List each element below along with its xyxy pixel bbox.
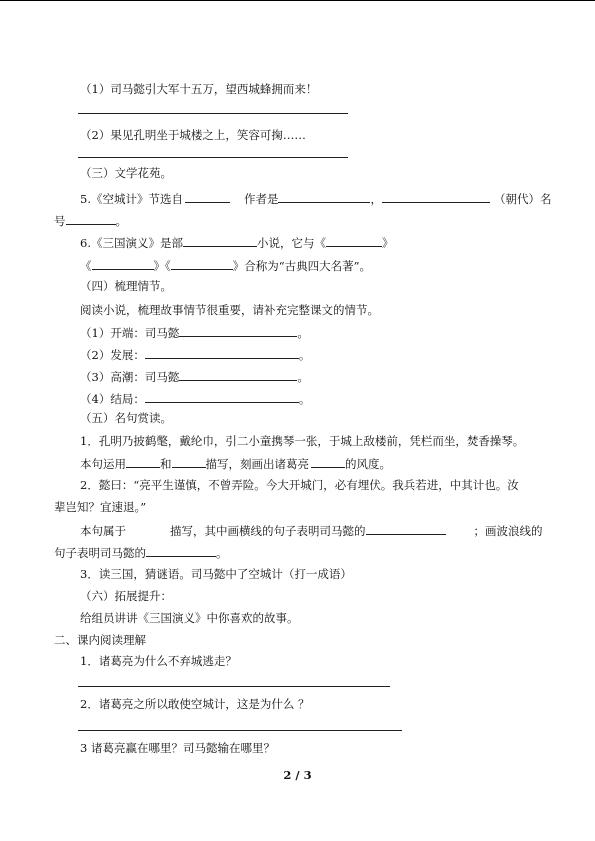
blank-field[interactable]: [171, 258, 233, 270]
quote-2: 2．懿曰：“亮平生谨慎，不曾弄险。今大开城门，必有埋伏。我兵若进，中其计也。汝: [80, 478, 519, 492]
question-5: [80, 191, 551, 206]
quote-2-question-cont: [54, 545, 228, 560]
blank-field[interactable]: [183, 235, 257, 247]
section-5-heading: （五）名句赏读。: [80, 411, 172, 425]
quote-2-cont: 辈岂知？宜速退。”: [54, 500, 147, 514]
q5-text: ，: [370, 192, 382, 206]
q-text: 。: [216, 546, 228, 560]
blank-field[interactable]: [172, 456, 206, 468]
q6-text: 小说，它与《: [256, 236, 326, 250]
answer-line[interactable]: [78, 686, 390, 687]
blank-field[interactable]: [145, 391, 299, 403]
blank-field[interactable]: [311, 456, 345, 468]
question-6-cont: [80, 258, 371, 273]
period: 。: [297, 326, 309, 340]
reading-question-1: 1．诸葛亮为什么不弃城逃走？: [80, 654, 237, 668]
period: 。: [298, 392, 311, 406]
blank-field[interactable]: [145, 347, 299, 359]
top-border: [0, 0, 595, 1]
sentence-1: （1）司马懿引大军十五万，望西城蜂拥而来！: [80, 82, 318, 96]
q5-text: 5.《空城计》节选自: [80, 192, 183, 206]
plot-label: （3）高潮：司马懿: [80, 370, 180, 384]
plot-climax: [80, 369, 309, 384]
question-5-cont: [54, 213, 127, 228]
extension-task: 给组员讲讲《三国演义》中你喜欢的故事。: [80, 611, 299, 625]
riddle-question: 3．读三国，猜谜语。司马懿中了空城计（打一成语）: [80, 567, 352, 581]
q6-text: 6.《三国演义》是部: [80, 236, 183, 250]
blank-field[interactable]: [179, 369, 297, 381]
reading-question-3: 3 诸葛亮赢在哪里？司马懿输在哪里？: [80, 741, 275, 755]
blank-field[interactable]: [278, 191, 370, 203]
period: 。: [297, 370, 309, 384]
q6-text: 》: [381, 236, 394, 250]
q5-text: 号: [54, 214, 66, 228]
quote-1: 1．孔明乃披鹤氅，戴纶巾，引二小童携琴一张，于城上敌楼前，凭栏而坐，焚香操琴。: [80, 434, 525, 448]
period: 。: [298, 348, 311, 362]
plot-ending: [80, 391, 310, 406]
section-6-heading: （六）拓展提升：: [80, 589, 172, 603]
plot-label: （2）发展：: [80, 348, 145, 362]
blank-field[interactable]: [366, 523, 446, 535]
q-text: 本句属于: [80, 524, 126, 538]
answer-line[interactable]: [78, 113, 348, 114]
q5-text: 作者是: [243, 192, 279, 206]
q-text: ；画波浪线的: [473, 524, 543, 538]
plot-development: [80, 347, 310, 362]
reading-question-2: 2．诸葛亮之所以敢使空城计，这是为什么 ？: [80, 697, 310, 711]
section-2-heading: 二、课内阅读理解: [54, 633, 146, 647]
q-text: 和: [160, 457, 172, 471]
q6-text: 》合称为“古典四大名著”。: [232, 259, 372, 273]
instruction: 阅读小说，梳理故事情节很重要，请补充完整课文的情节。: [80, 303, 379, 317]
quote-1-question: [80, 456, 391, 471]
page-number: 2 / 3: [283, 768, 312, 782]
q-text: 本句运用: [80, 457, 126, 471]
q-text: 描写，其中画横线的句子表明司马懿的: [170, 524, 366, 538]
q6-text: 》《: [153, 259, 171, 273]
answer-line[interactable]: [78, 730, 402, 731]
section-4-heading: （四）梳理情节。: [80, 279, 172, 293]
question-6: [80, 235, 393, 250]
answer-line[interactable]: [78, 157, 348, 158]
blank-field[interactable]: [126, 456, 160, 468]
plot-label: （1）开端：司马懿: [80, 326, 180, 340]
q5-text: 。: [115, 214, 127, 228]
q-text: 描写，刻画出诸葛亮: [205, 457, 309, 471]
plot-label: （4）结局：: [80, 392, 145, 406]
q-text: 句子表明司马懿的: [54, 546, 146, 560]
plot-opening: [80, 325, 309, 340]
blank-field[interactable]: [92, 258, 154, 270]
blank-field[interactable]: [326, 235, 382, 247]
section-3-heading: （三）文学花苑。: [80, 166, 172, 180]
blank-field[interactable]: [146, 545, 216, 557]
sentence-2: （2）果见孔明坐于城楼之上，笑容可掬……: [80, 128, 306, 142]
q5-text: （朝代）名: [493, 192, 552, 206]
blank-field[interactable]: [382, 191, 490, 203]
blank-field[interactable]: [66, 213, 116, 225]
blank-field[interactable]: [179, 325, 297, 337]
q-text: 的风度。: [345, 457, 391, 471]
blank-field[interactable]: [185, 191, 230, 203]
quote-2-question: [80, 523, 543, 538]
q6-text: 《: [80, 259, 92, 273]
